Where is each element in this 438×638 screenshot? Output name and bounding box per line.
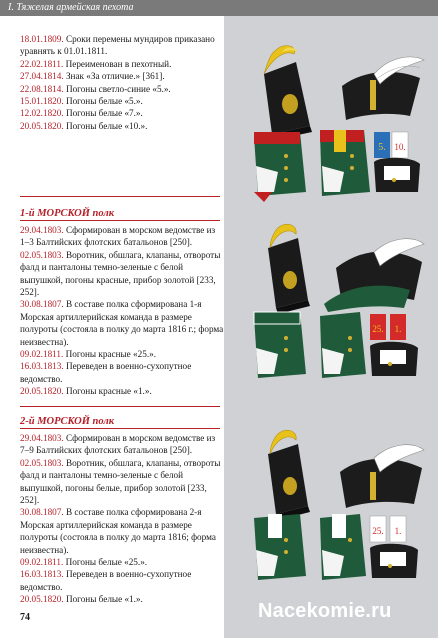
shako-icon — [264, 46, 312, 140]
shako-icon — [268, 430, 310, 520]
shako-icon — [268, 224, 310, 314]
entry: 02.05.1803. Воротник, обшлага, клапаны, отвороты фалд и панталоны темно-зеленые с белой выпушкой, погоны красные, прибор золотой [233, 252]. — [20, 249, 221, 298]
entry: 18.01.1809. Сроки перемены мундиров приказано уравнять к 01.01.1811. — [20, 34, 215, 57]
entry: 29.04.1803. Сформирован в морском ведомстве из 7–9 Балтийских флотских батальонов [250]. — [20, 433, 216, 456]
svg-text:25.: 25. — [372, 324, 384, 334]
entry: 30.08.1807. В составе полка сформирована 2-я Морская артиллерийская команда в размере полуроты (состояла в полку до марта 1816; форма неизвестна). — [20, 507, 216, 555]
entry: 09.02.1811. Погоны белые «25.». — [20, 557, 148, 568]
entry: 20.05.1820. Погоны белые «10.». — [20, 120, 148, 131]
uniform-icon — [320, 514, 366, 580]
uniform-illustration-0 — [224, 16, 438, 202]
entry: 27.04.1814. Знак «За отличие.» [361]. — [20, 71, 165, 82]
svg-text:1.: 1. — [394, 526, 402, 536]
section-divider — [20, 196, 220, 197]
shoulder-strap-blue — [374, 132, 390, 158]
uniform-icon — [320, 312, 366, 378]
shoulder-strap-white — [392, 132, 408, 158]
cuff-icon — [370, 342, 418, 376]
entry: 16.03.1813. Переведен в военно-сухопутное ведомство. — [20, 569, 192, 592]
section1-entries — [20, 224, 224, 398]
entry: 15.01.1820. Погоны белые «5.». — [20, 96, 143, 107]
shoulder-strap-red — [390, 314, 406, 340]
cuff-icon — [370, 544, 418, 578]
entry: 16.03.1813. Переведен в военно-сухопутное ведомство. — [20, 361, 192, 384]
section2-title: 2-й МОРСКОЙ полк — [20, 416, 220, 429]
uniform-illustration-2 — [224, 414, 438, 600]
entry: 20.05.1820. Погоны белые «1.». — [20, 594, 143, 605]
svg-text:25.: 25. — [372, 526, 384, 536]
uniform-illustration-1 — [224, 208, 438, 404]
entry: 12.02.1820. Погоны белые «7.». — [20, 108, 143, 119]
uniform-icon — [254, 312, 306, 378]
entry: 20.05.1820. Погоны красные «1.». — [20, 386, 152, 397]
entry: 22.02.1811. Переименован в пехотный. — [20, 58, 172, 69]
svg-text:5.: 5. — [378, 142, 386, 153]
page-header — [0, 0, 438, 16]
section0-entries — [20, 33, 224, 132]
header-title: I. Тяжелая армейская пехота — [8, 2, 134, 13]
bicorne-hat-icon — [324, 239, 424, 312]
bicorne-hat-icon — [342, 57, 424, 120]
entry: 22.08.1814. Погоны светло-синие «5.». — [20, 83, 171, 94]
page-number: 74 — [20, 612, 30, 623]
shoulder-strap-white — [370, 516, 386, 542]
uniform-icon — [254, 514, 306, 580]
section2-entries — [20, 432, 224, 606]
section-divider — [20, 406, 220, 407]
svg-text:1.: 1. — [394, 324, 402, 334]
uniform-with-straps-icon — [320, 130, 370, 196]
section1-title: 1-й МОРСКОЙ полк — [20, 208, 220, 221]
watermark: Nacekomie.ru — [258, 600, 392, 622]
entry: 30.08.1807. В составе полка сформирована 1-я Морская артиллерийская команда в размере полуроты (состояла в полку до марта 1816 г.; форма неизвестна). — [20, 299, 224, 347]
shoulder-strap-white — [390, 516, 406, 542]
bicorne-hat-icon — [340, 445, 424, 508]
uniform-icon — [254, 132, 306, 202]
entry: 02.05.1803. Воротник, обшлага, клапаны, отвороты фалд и панталоны темно-зеленые с белой выпушкой, погоны белые, прибор золотой [233, 252]. — [20, 457, 221, 506]
svg-text:10.: 10. — [394, 142, 406, 152]
entry: 29.04.1803. Сформирован в морском ведомстве из 1–3 Балтийских флотских батальонов [250]. — [20, 225, 216, 248]
entry: 09.02.1811. Погоны красные «25.». — [20, 349, 157, 360]
shoulder-strap-red — [370, 314, 386, 340]
cuff-icon — [374, 158, 420, 192]
